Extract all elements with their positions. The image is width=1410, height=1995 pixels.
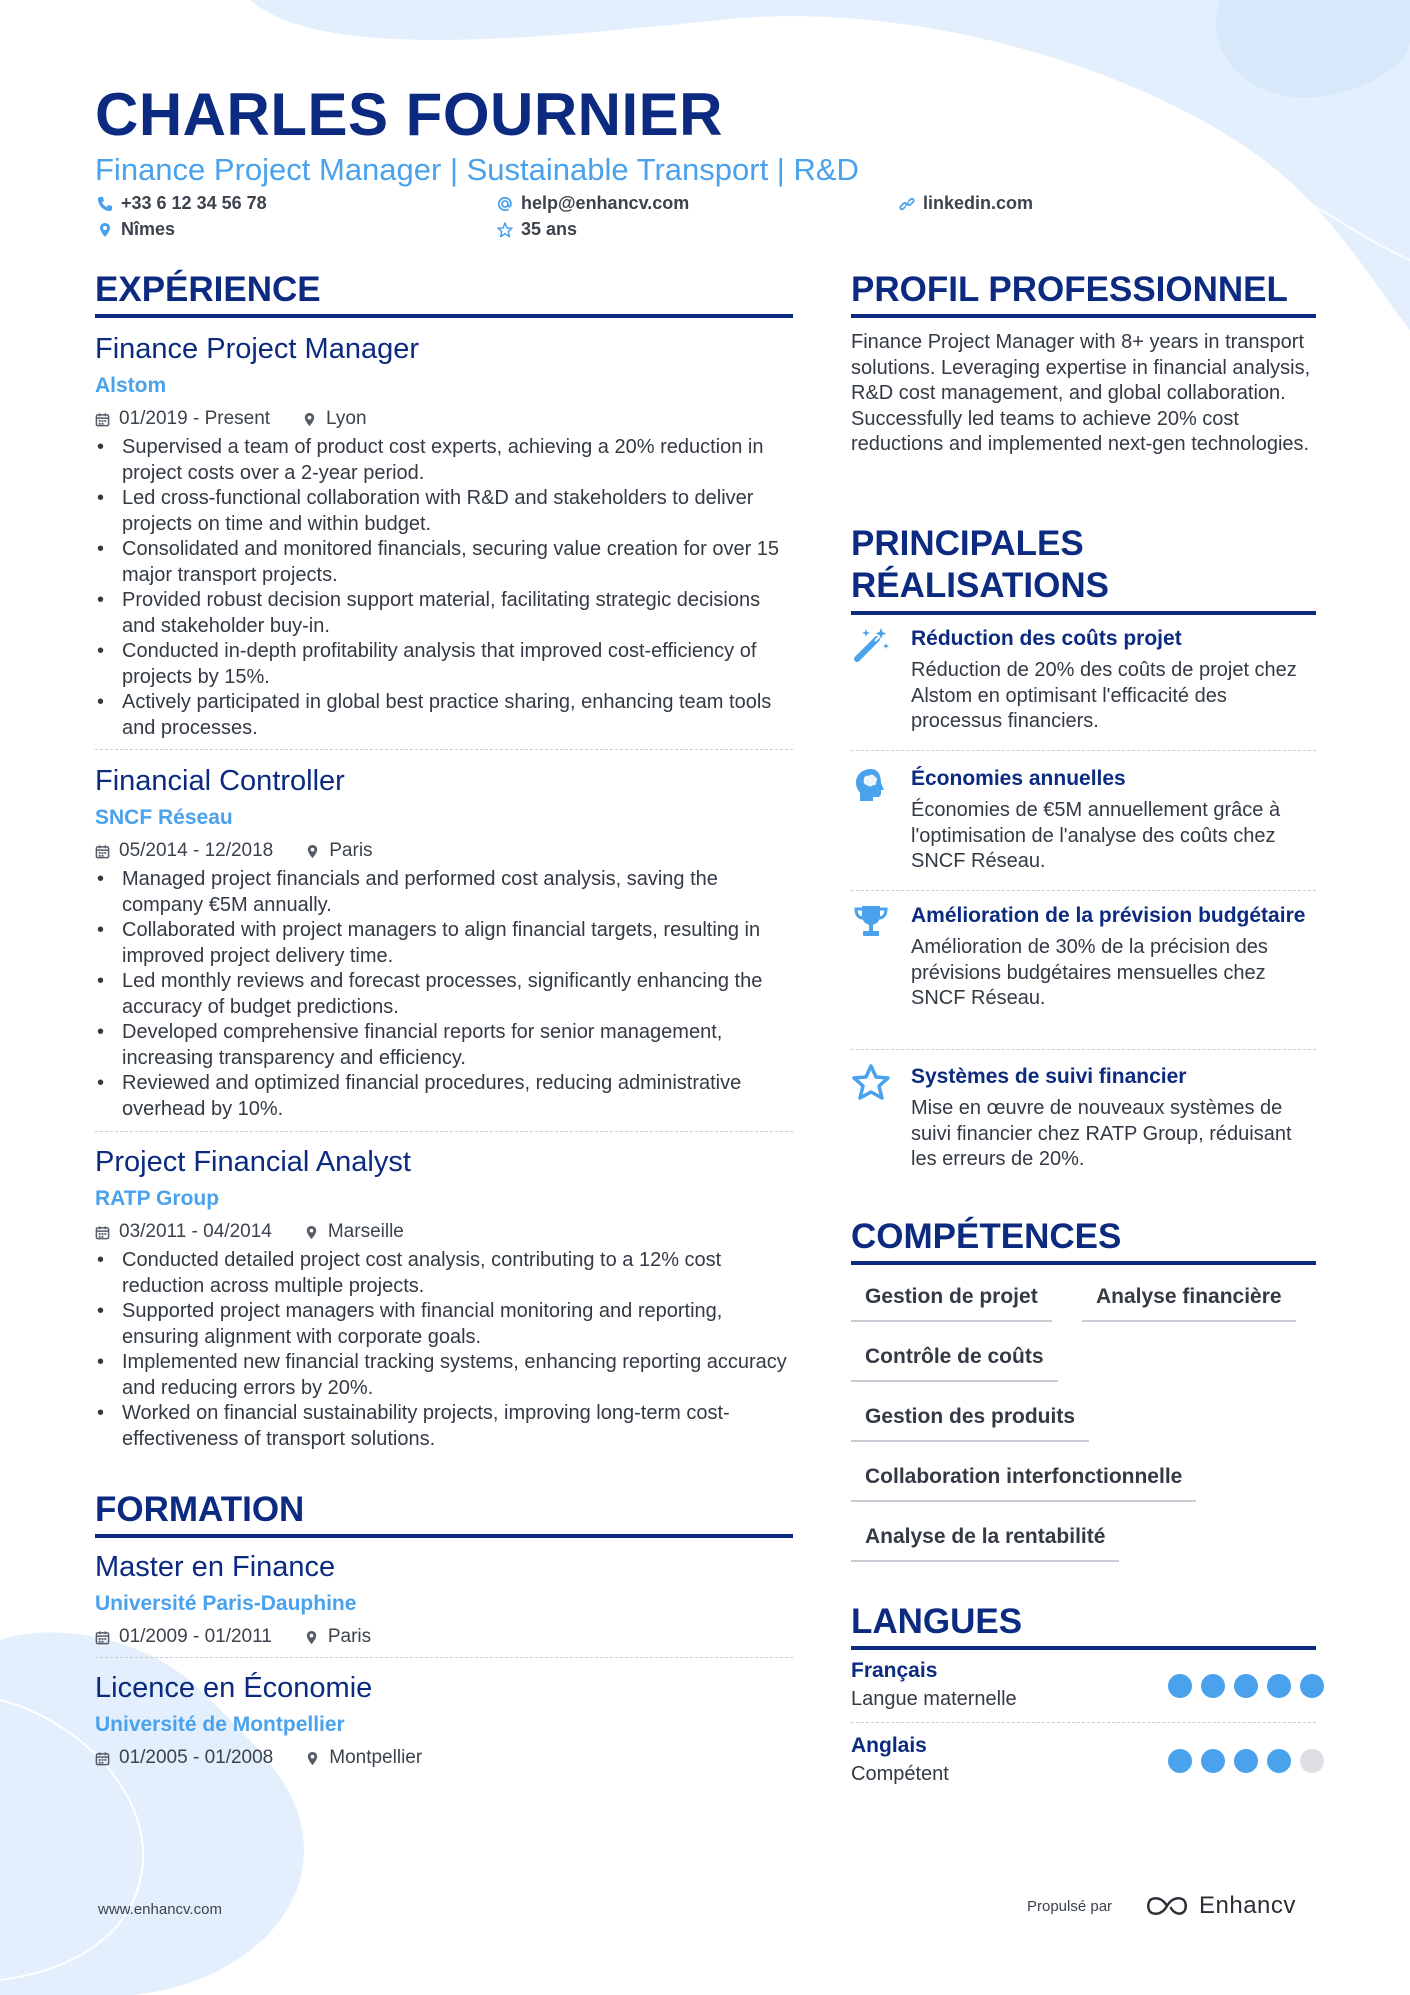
bullet-item: • Collaborated with project managers to align financial targets, resulting in improved project delivery time. [95,918,795,969]
education-heading: FORMATION [95,1490,793,1538]
phone-icon [97,196,113,212]
degree-title: Licence en Économie [95,1672,373,1704]
bullet-item: • Conducted detailed project cost analysis, contributing to a 12% cost reduction across multiple projects. [95,1248,795,1299]
job-meta [95,839,795,863]
divider [851,890,1316,891]
candidate-name: CHARLES FOURNIER [95,81,724,148]
email-text: help@enhancv.com [521,193,690,213]
bullet-item: • Consolidated and monitored financials, securing value creation for over 15 major transport projects. [95,537,795,588]
divider [95,749,793,750]
trophy-icon [851,902,891,942]
degree-title: Master en Finance [95,1551,336,1583]
bullet-item: • Supervised a team of product cost experts, achieving a 20% reduction in project costs over a 2-year period. [95,435,795,486]
candidate-title: Finance Project Manager | Sustainable Transport | R&D [95,152,859,187]
achievement-title: Systèmes de suivi financier [911,1065,1187,1088]
job-company[interactable]: RATP Group [95,1187,220,1210]
achievement-desc: Mise en œuvre de nouveaux systèmes de suivi financier chez RATP Group, réduisant les erreurs de 20%. [911,1097,1292,1170]
divider [851,1049,1316,1050]
age-contact [497,219,577,240]
school-name[interactable]: Université Paris-Dauphine [95,1592,357,1615]
magic-wand-icon [851,625,891,665]
education-location [304,1625,371,1649]
rating-dot-filled [1168,1674,1192,1698]
email-contact[interactable] [497,193,689,214]
education-location-text: Paris [327,1626,372,1647]
map-pin-icon [305,844,320,859]
job-title: Financial Controller [95,765,345,797]
achievements-heading-line2: RÉALISATIONS [851,566,1109,605]
linkedin-contact[interactable] [899,193,1033,214]
education-location-text: Montpellier [329,1747,423,1768]
footer-website[interactable]: www.enhancv.com [98,1901,222,1918]
calendar-icon [95,844,110,859]
language-rating [1159,1749,1324,1773]
rating-dot-filled [1267,1674,1291,1698]
map-pin-icon [304,1630,319,1645]
education-location [305,1746,422,1770]
phone-text: +33 6 12 34 56 78 [121,193,267,213]
achievement-title: Réduction des coûts projet [911,627,1182,650]
divider [851,750,1316,751]
job-bullets [95,435,795,741]
skill-tag: Analyse de la rentabilité [851,1524,1119,1562]
skill-tag: Contrôle de coûts [851,1344,1058,1382]
rating-dot-filled [1300,1674,1324,1698]
at-icon [497,196,513,212]
job-title: Project Financial Analyst [95,1146,411,1178]
job-meta [95,1220,795,1244]
link-icon [899,196,915,212]
star-icon [851,1063,891,1103]
achievement-item [851,1063,1317,1173]
job-dates: 05/2014 - 12/2018 [119,840,274,861]
divider [851,1722,1316,1723]
experience-heading: EXPÉRIENCE [95,270,793,318]
bullet-item: • Provided robust decision support material, facilitating strategic decisions and stakeholder buy-in. [95,588,795,639]
bullet-item: • Led cross-functional collaboration with R&D and stakeholders to deliver projects on time and within budget. [95,486,795,537]
education-meta [95,1625,795,1649]
rating-dot-filled [1234,1749,1258,1773]
map-pin-icon [305,1751,320,1766]
enhancv-logo-icon [1145,1895,1191,1917]
phone-contact[interactable] [97,193,267,214]
bullet-item: • Led monthly reviews and forecast processes, significantly enhancing the accuracy of budget predictions. [95,969,795,1020]
skill-tag: Gestion de projet [851,1284,1052,1322]
location-contact [97,219,175,240]
skill-tag: Gestion des produits [851,1404,1089,1442]
job-entry [95,1144,795,1452]
achievements-heading [851,523,1316,615]
job-location [305,839,372,863]
job-location-text: Marseille [327,1221,404,1242]
profile-heading: PROFIL PROFESSIONNEL [851,270,1316,318]
job-meta [95,407,795,431]
job-entry [95,331,795,741]
location-text: Nîmes [121,219,176,239]
job-location-text: Lyon [326,408,367,429]
head-brain-icon [851,765,891,805]
rating-dot-filled [1234,1674,1258,1698]
rating-dot-filled [1201,1674,1225,1698]
education-entry [95,1549,795,1649]
language-rating [1159,1674,1324,1698]
divider [95,1657,793,1658]
bullet-item: • Managed project financials and performed cost analysis, saving the company €5M annually. [95,867,795,918]
language-name: Anglais [851,1734,927,1757]
skill-tag: Analyse financière [1082,1284,1296,1322]
language-level: Compétent [851,1763,949,1785]
job-bullets [95,867,795,1122]
map-pin-icon [97,222,113,238]
profile-summary: Finance Project Manager with 8+ years in transport solutions. Leveraging expertise in financial analysis, R&D cost management, and global collaboration. Successfully led teams to achieve 20% cost reductions and implemented next-gen technologies. [851,331,1311,456]
job-bullets [95,1248,795,1452]
rating-dot-empty [1300,1749,1324,1773]
achievements-heading-line1: PRINCIPALES [851,524,1084,563]
achievement-desc: Amélioration de 30% de la précision des prévisions budgétaires mensuelles chez SNCF Réseau. [911,936,1268,1009]
bullet-item: • Implemented new financial tracking systems, enhancing reporting accuracy and reducing errors by 20%. [95,1350,795,1401]
calendar-icon [95,412,110,427]
education-entry [95,1670,795,1770]
achievement-title: Économies annuelles [911,767,1126,790]
enhancv-logo-text: Enhancv [1199,1892,1296,1919]
job-location [304,1220,404,1244]
job-title: Finance Project Manager [95,333,419,365]
education-meta [95,1746,795,1770]
education-dates: 01/2009 - 01/2011 [119,1626,272,1647]
job-location [302,407,367,431]
bullet-item: • Worked on financial sustainability projects, improving long-term cost-effectiveness of transport solutions. [95,1401,795,1452]
job-dates: 03/2011 - 04/2014 [119,1221,272,1242]
achievement-desc: Réduction de 20% des coûts de projet chez Alstom en optimisant l'efficacité des processus financiers. [911,659,1297,732]
bullet-item: • Developed comprehensive financial reports for senior management, increasing transparency and efficiency. [95,1020,795,1071]
map-pin-icon [302,412,317,427]
language-name: Français [851,1659,938,1682]
age-text: 35 ans [521,219,578,239]
achievement-item [851,625,1317,735]
school-name[interactable]: Université de Montpellier [95,1713,345,1736]
map-pin-icon [304,1225,319,1240]
bullet-item: • Supported project managers with financial monitoring and reporting, ensuring alignment with corporate goals. [95,1299,795,1350]
job-dates: 01/2019 - Present [119,408,271,429]
bullet-item: • Reviewed and optimized financial procedures, reducing administrative overhead by 10%. [95,1071,795,1122]
job-company[interactable]: Alstom [95,374,167,397]
linkedin-text: linkedin.com [923,193,1034,213]
achievement-title: Amélioration de la prévision budgétaire [911,904,1306,927]
job-location-text: Paris [329,840,373,861]
language-level: Langue maternelle [851,1688,1017,1710]
divider [95,1131,793,1132]
bullet-item: • Conducted in-depth profitability analysis that improved cost-efficiency of projects by 15%. [95,639,795,690]
skills-heading: COMPÉTENCES [851,1217,1316,1265]
achievement-item [851,902,1317,1012]
rating-dot-filled [1168,1749,1192,1773]
calendar-icon [95,1225,110,1240]
skill-tag: Collaboration interfonctionnelle [851,1464,1196,1502]
footer-powered-by: Propulsé par [1027,1898,1113,1915]
calendar-icon [95,1751,110,1766]
languages-heading: LANGUES [851,1602,1316,1650]
achievement-item [851,765,1317,875]
rating-dot-filled [1267,1749,1291,1773]
achievement-desc: Économies de €5M annuellement grâce à l'optimisation de l'analyse des coûts chez SNCF Réseau. [911,799,1281,872]
job-entry [95,763,795,1122]
star-outline-icon [497,222,513,238]
rating-dot-filled [1201,1749,1225,1773]
calendar-icon [95,1630,110,1645]
education-dates: 01/2005 - 01/2008 [119,1747,274,1768]
job-company[interactable]: SNCF Réseau [95,806,233,829]
bullet-item: • Actively participated in global best practice sharing, enhancing team tools and processes. [95,690,795,741]
enhancv-logo[interactable] [1145,1892,1296,1920]
